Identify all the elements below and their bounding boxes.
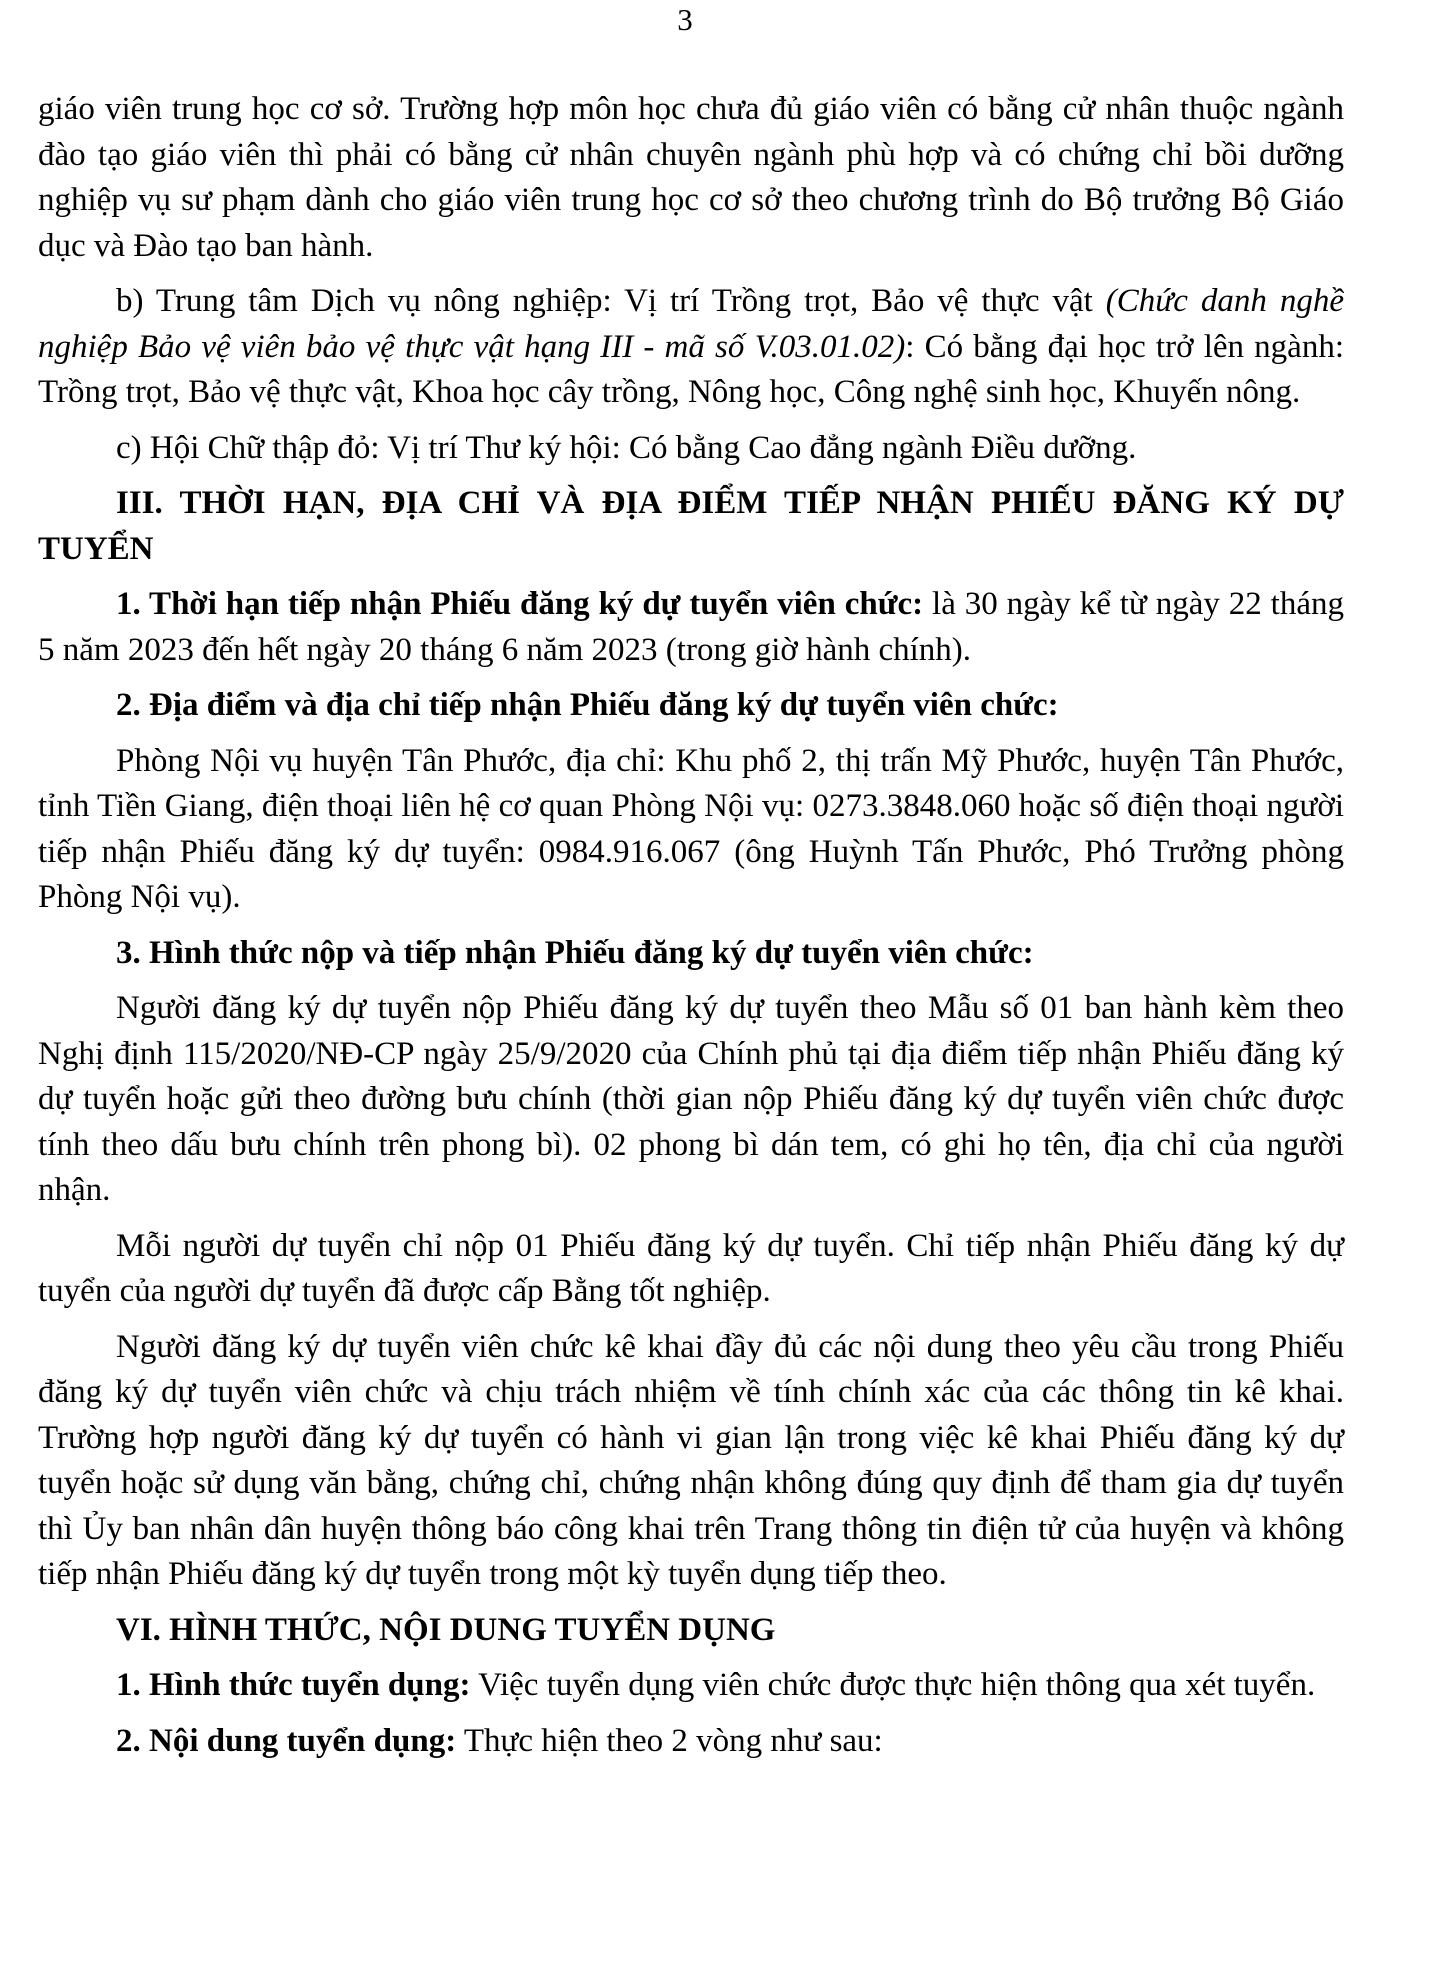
document-body: [38, 87, 1344, 1774]
subsection-location-title: 2. Địa điểm và địa chỉ tiếp nhận Phiếu đăng ký dự tuyển viên chức:: [116, 687, 1059, 723]
page-number: 3: [677, 2, 693, 37]
paragraph-location: Phòng Nội vụ huyện Tân Phước, địa chỉ: Khu phố 2, thị trấn Mỹ Phước, huyện Tân Phước, tỉnh Tiền Giang, điện thoại liên hệ cơ quan Phòng Nội vụ: 0273.3848.060 hoặc số điện thoại người tiếp nhận Phiếu đăng ký dự tuyển: 0984.916.067 (ông Huỳnh Tấn Phước, Phó Trưởng phòng Phòng Nội vụ).: [38, 742, 1344, 915]
paragraph-submission-1: Người đăng ký dự tuyển nộp Phiếu đăng ký dự tuyển theo Mẫu số 01 ban hành kèm theo Nghị định 115/2020/NĐ-CP ngày 25/9/2020 của Chính phủ tại địa điểm tiếp nhận Phiếu đăng ký dự tuyển hoặc gửi theo đường bưu chính (thời gian nộp Phiếu đăng ký dự tuyển viên chức được tính theo dấu bưu chính trên phong bì). 02 phong bì dán tem, có ghi họ tên, địa chỉ của người nhận.: [38, 990, 1344, 1208]
section-heading-vi: VI. HÌNH THỨC, NỘI DUNG TUYỂN DỤNG: [116, 1611, 776, 1648]
subsection-submission-title: 3. Hình thức nộp và tiếp nhận Phiếu đăng ký dự tuyển viên chức:: [116, 934, 1034, 971]
recruitment-form-label: 1. Hình thức tuyển dụng:: [116, 1667, 471, 1703]
paragraph-submission-2: Mỗi người dự tuyển chỉ nộp 01 Phiếu đăng ký dự tuyển. Chỉ tiếp nhận Phiếu đăng ký dự tuyển của người dự tuyển đã được cấp Bằng tốt nghiệp.: [38, 1227, 1344, 1309]
recruitment-content-label: 2. Nội dung tuyển dụng:: [116, 1722, 457, 1759]
deadline-text: là 30 ngày kể từ ngày 22 tháng 5 năm 2023 đến hết ngày 20 tháng 6 năm 2023 (trong giờ hành chính).: [38, 586, 1344, 668]
recruitment-form-text: Việc tuyển dụng viên chức được thực hiện thông qua xét tuyển.: [470, 1667, 1316, 1703]
paragraph-recruitment-content: [38, 1719, 1344, 1765]
paragraph-submission-3: Người đăng ký dự tuyển viên chức kê khai đầy đủ các nội dung theo yêu cầu trong Phiếu đăng ký dự tuyển viên chức và chịu trách nhiệm về tính chính xác của các thông tin kê khai. Trường hợp người đăng ký dự tuyển có hành vi gian lận trong việc kê khai Phiếu đăng ký dự tuyển hoặc sử dụng văn bằng, chứng chỉ, chứng nhận không đúng quy định để tham gia dự tuyển thì Ủy ban nhân dân huyện thông báo công khai trên Trang thông tin điện tử của huyện và không tiếp nhận Phiếu đăng ký dự tuyển trong một kỳ tuyển dụng tiếp theo.: [38, 1328, 1344, 1592]
recruitment-content-text: Thực hiện theo 2 vòng như sau:: [456, 1722, 883, 1759]
paragraph-teacher-requirement: giáo viên trung học cơ sở. Trường hợp môn học chưa đủ giáo viên có bằng cử nhân thuộc ngành đào tạo giáo viên thì phải có bằng cử nhân chuyên ngành phù hợp và có chứng chỉ bồi dưỡng nghiệp vụ sư phạm dành cho giáo viên trung học cơ sở theo chương trình do Bộ trưởng Bộ Giáo dục và Đào tạo ban hành.: [38, 91, 1344, 264]
paragraph-deadline: [38, 582, 1344, 673]
agriculture-lead: b) Trung tâm Dịch vụ nông nghiệp: Vị trí Trồng trọt, Bảo vệ thực vật: [116, 283, 1106, 319]
agriculture-rest: : Có bằng đại học trở lên ngành: Trồng trọt, Bảo vệ thực vật, Khoa học cây trồng, Nông học, Công nghệ sinh học, Khuyến nông.: [38, 328, 1344, 410]
paragraph-agriculture-center: [38, 279, 1344, 416]
deadline-label: 1. Thời hạn tiếp nhận Phiếu đăng ký dự tuyển viên chức:: [116, 586, 924, 622]
agriculture-job-title: (Chức danh nghề nghiệp Bảo vệ viên bảo vệ thực vật hạng III - mã số V.03.01.02): [38, 283, 1344, 365]
section-heading-iii: III. THỜI HẠN, ĐỊA CHỈ VÀ ĐỊA ĐIỂM TIẾP NHẬN PHIẾU ĐĂNG KÝ DỰ TUYỂN: [38, 485, 1344, 567]
paragraph-recruitment-form: [38, 1663, 1344, 1709]
paragraph-red-cross: c) Hội Chữ thập đỏ: Vị trí Thư ký hội: Có bằng Cao đẳng ngành Điều dưỡng.: [116, 429, 1137, 466]
